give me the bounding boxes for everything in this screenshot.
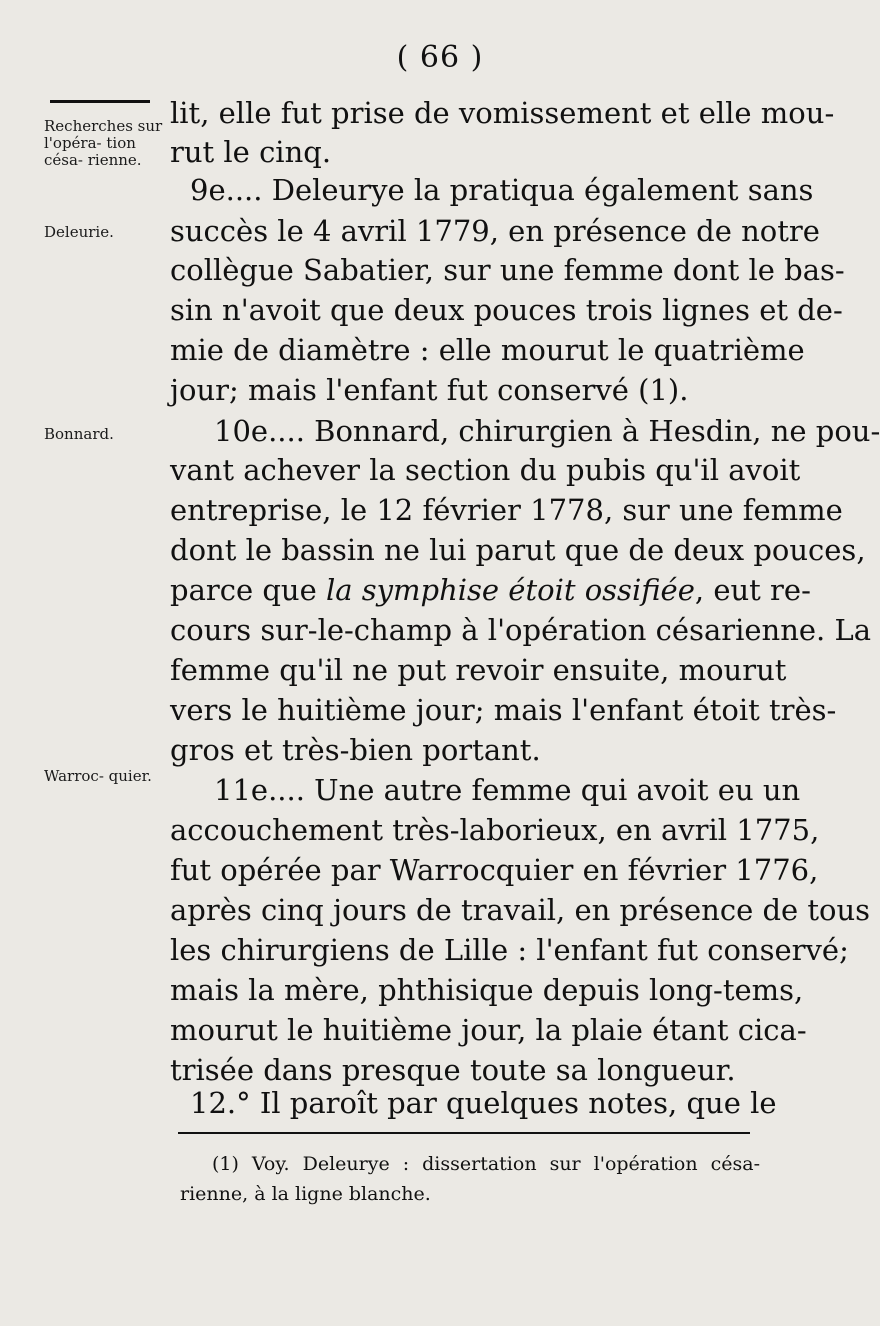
margin-note-deleurie: Deleurie. xyxy=(44,223,114,241)
text-line: trisée dans presque toute sa longueur. xyxy=(170,1053,736,1087)
text-line: 12.° Il paroît par quelques notes, que le xyxy=(190,1086,777,1120)
margin-note-bonnard: Bonnard. xyxy=(44,425,114,443)
text-line: fut opérée par Warrocquier en février 1776, xyxy=(170,853,819,887)
text-line: rut le cinq. xyxy=(170,135,332,169)
footnote-line: (1) Voy. Deleurye : dissertation sur l'opération césa- xyxy=(212,1153,760,1175)
top-rule xyxy=(50,100,150,103)
text-line: mie de diamètre : elle mourut le quatrième xyxy=(170,333,805,367)
text-segment: parce que xyxy=(170,573,326,607)
text-line: après cinq jours de travail, en présence de tous xyxy=(170,893,871,927)
text-line: vers le huitième jour; mais l'enfant étoit très- xyxy=(170,693,837,727)
footnote-line: rienne, à la ligne blanche. xyxy=(180,1183,431,1205)
text-line: mourut le huitième jour, la plaie étant cica- xyxy=(170,1013,807,1047)
text-line: accouchement très-laborieux, en avril 1775, xyxy=(170,813,820,847)
text-line: 10e.... Bonnard, chirurgien à Hesdin, ne pou- xyxy=(214,414,880,448)
text-line: sin n'avoit que deux pouces trois lignes et de- xyxy=(170,293,843,327)
italic-phrase: la symphise étoit ossifiée xyxy=(325,573,695,607)
page-number: ( 66 ) xyxy=(396,40,484,75)
text-line: collègue Sabatier, sur une femme dont le bas- xyxy=(170,253,845,287)
text-line-italic xyxy=(170,573,811,607)
text-line: vant achever la section du pubis qu'il avoit xyxy=(170,453,801,487)
text-line: succès le 4 avril 1779, en présence de notre xyxy=(170,214,820,248)
text-line: dont le bassin ne lui parut que de deux pouces, xyxy=(170,533,866,567)
text-line: femme qu'il ne put revoir ensuite, mourut xyxy=(170,653,787,687)
margin-note-recherches: Recherches sur l'opéra- tion césa- rienne. xyxy=(44,117,163,169)
text-line: cours sur-le-champ à l'opération césarienne. La xyxy=(170,613,872,647)
text-line: les chirurgiens de Lille : l'enfant fut conservé; xyxy=(170,933,849,967)
text-line: lit, elle fut prise de vomissement et elle mou- xyxy=(170,96,835,130)
text-line: jour; mais l'enfant fut conservé (1). xyxy=(170,373,689,407)
text-line: 11e.... Une autre femme qui avoit eu un xyxy=(214,773,801,807)
footnote-rule xyxy=(178,1132,750,1134)
text-line: gros et très-bien portant. xyxy=(170,733,541,767)
text-line: entreprise, le 12 février 1778, sur une femme xyxy=(170,493,843,527)
text-segment: , eut re- xyxy=(694,573,811,607)
margin-note-warrocquier: Warroc- quier. xyxy=(44,767,152,785)
text-line: mais la mère, phthisique depuis long-tems, xyxy=(170,973,804,1007)
text-line: 9e.... Deleurye la pratiqua également sans xyxy=(190,173,814,207)
